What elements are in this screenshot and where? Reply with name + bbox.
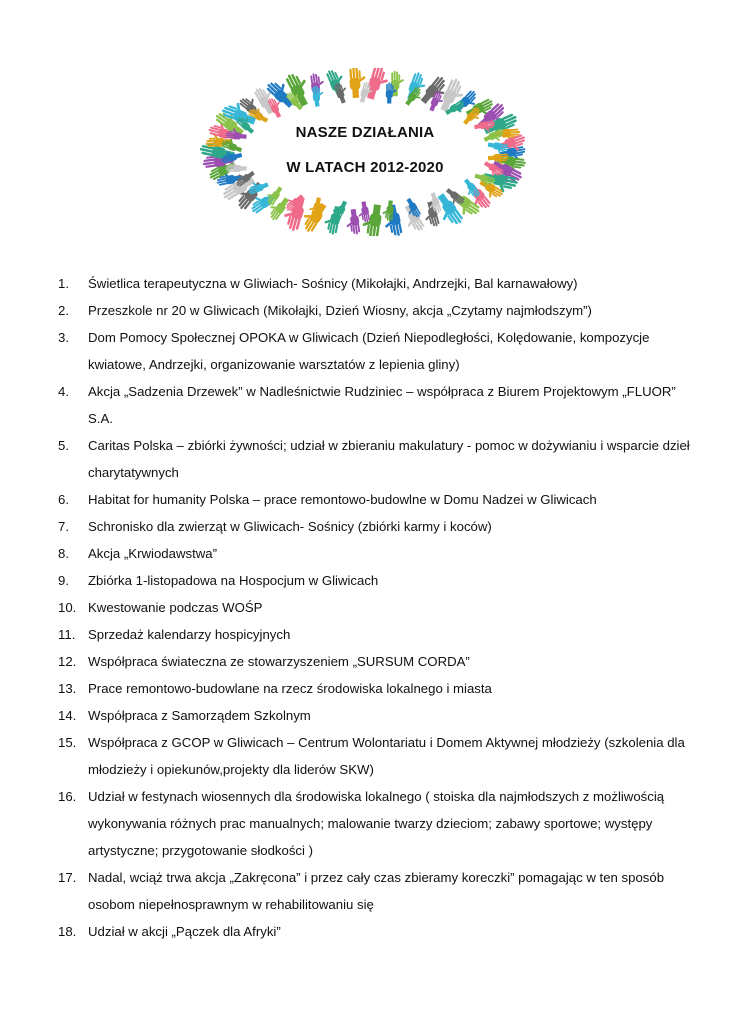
- list-item-number: 9.: [58, 573, 69, 588]
- list-item-number: 12.: [58, 654, 77, 669]
- list-item-text: Habitat for humanity Polska – prace remontowo-budowlne w Domu Nadzei w Gliwicach: [88, 492, 597, 507]
- list-item: [58, 297, 698, 324]
- list-item-number: 13.: [58, 681, 77, 696]
- list-item-text: Świetlica terapeutyczna w Gliwiach- Sośnicy (Mikołajki, Andrzejki, Bal karnawałowy): [88, 276, 578, 291]
- list-item-text: Schronisko dla zwierząt w Gliwicach- Sośnicy (zbiórki karmy i koców): [88, 519, 492, 534]
- page-title-line-1: NASZE DZIAŁANIA: [295, 124, 435, 141]
- list-item: [58, 648, 698, 675]
- list-item-text: Zbiórka 1-listopadowa na Hospocjum w Gliwicach: [88, 573, 379, 588]
- list-item-text: Współpraca z Samorządem Szkolnym: [88, 708, 311, 723]
- list-item-number: 10.: [58, 600, 77, 615]
- list-item: [58, 864, 698, 918]
- list-item: [58, 486, 698, 513]
- list-item-number: 8.: [58, 546, 69, 561]
- list-item: [58, 567, 698, 594]
- list-item-text: Kwestowanie podczas WOŚP: [88, 600, 263, 615]
- list-item-text: Współpraca z GCOP w Gliwicach – Centrum Wolontariatu i Domem Aktywnej młodzieży (szkolenia dla młodzieży i opiekunów,projekty dla liderów SKW): [88, 735, 685, 777]
- list-item-text: Udział w festynach wiosennych dla środowiska lokalnego ( stoiska dla najmłodszych z możliwością wykonywania różnych prac manualnych; malowanie twarzy dzieciom; zabawy sportowe; występy artystyczne; przygotowanie słodkości ): [88, 789, 665, 858]
- list-item: [58, 540, 698, 567]
- list-item-text: Nadal, wciąż trwa akcja „Zakręcona” i przez cały czas zbieramy koreczki” pomagając w ten sposób osobom niepełnosprawnym w rehabilitowaniu się: [88, 870, 665, 912]
- list-item-text: Współpraca świateczna ze stowarzyszeniem „SURSUM CORDA”: [88, 654, 470, 669]
- hands-wreath-illustration: [200, 68, 530, 236]
- list-item: [58, 513, 698, 540]
- list-item: [58, 324, 698, 378]
- list-item: [58, 432, 698, 486]
- hand-icon: [382, 200, 395, 222]
- list-item-number: 5.: [58, 438, 69, 453]
- list-item-text: Sprzedaż kalendarzy hospicyjnych: [88, 627, 291, 642]
- list-item: [58, 675, 698, 702]
- list-item-text: Dom Pomocy Społecznej OPOKA w Gliwicach (Dzień Niepodległości, Kolędowanie, kompozycje kwiatowe, Andrzejki, organizowanie warsztatów z lepienia gliny): [88, 330, 650, 372]
- list-item-text: Przeszkole nr 20 w Gliwicach (Mikołajki, Dzień Wiosny, akcja „Czytamy najmłodszym”): [88, 303, 592, 318]
- list-item-number: 3.: [58, 330, 69, 345]
- list-item: [58, 378, 698, 432]
- list-item-number: 14.: [58, 708, 77, 723]
- list-item: [58, 594, 698, 621]
- activities-list: [58, 270, 698, 945]
- list-item-text: Udział w akcji „Pączek dla Afryki”: [88, 924, 281, 939]
- list-item-number: 16.: [58, 789, 77, 804]
- list-item-text: Prace remontowo-budowlane na rzecz środowiska lokalnego i miasta: [88, 681, 492, 696]
- list-item: [58, 702, 698, 729]
- list-item-number: 2.: [58, 303, 69, 318]
- list-item-number: 4.: [58, 384, 69, 399]
- list-item: [58, 621, 698, 648]
- list-item-number: 7.: [58, 519, 69, 534]
- list-item: [58, 729, 698, 783]
- list-item-number: 17.: [58, 870, 77, 885]
- header-logo: [200, 68, 530, 236]
- list-item-number: 15.: [58, 735, 77, 750]
- hand-icon: [404, 85, 425, 108]
- hand-icon: [344, 209, 361, 236]
- list-item-text: Akcja „Krwiodawstwa”: [88, 546, 217, 561]
- list-item-text: Caritas Polska – zbiórki żywności; udział w zbieraniu makulatury - pomoc w dożywianiu i wsparcie dzieł charytatywnych: [88, 438, 690, 480]
- page-title-line-2: W LATACH 2012-2020: [286, 159, 444, 176]
- list-item-number: 1.: [58, 276, 69, 291]
- list-item-number: 6.: [58, 492, 69, 507]
- list-item: [58, 270, 698, 297]
- list-item-number: 18.: [58, 924, 77, 939]
- list-item: [58, 783, 698, 864]
- list-item-number: 11.: [58, 627, 76, 642]
- list-item: [58, 918, 698, 945]
- list-item-text: Akcja „Sadzenia Drzewek” w Nadleśnictwie Rudziniec – współpraca z Biurem Projektowym „FLUOR” S.A.: [88, 384, 676, 426]
